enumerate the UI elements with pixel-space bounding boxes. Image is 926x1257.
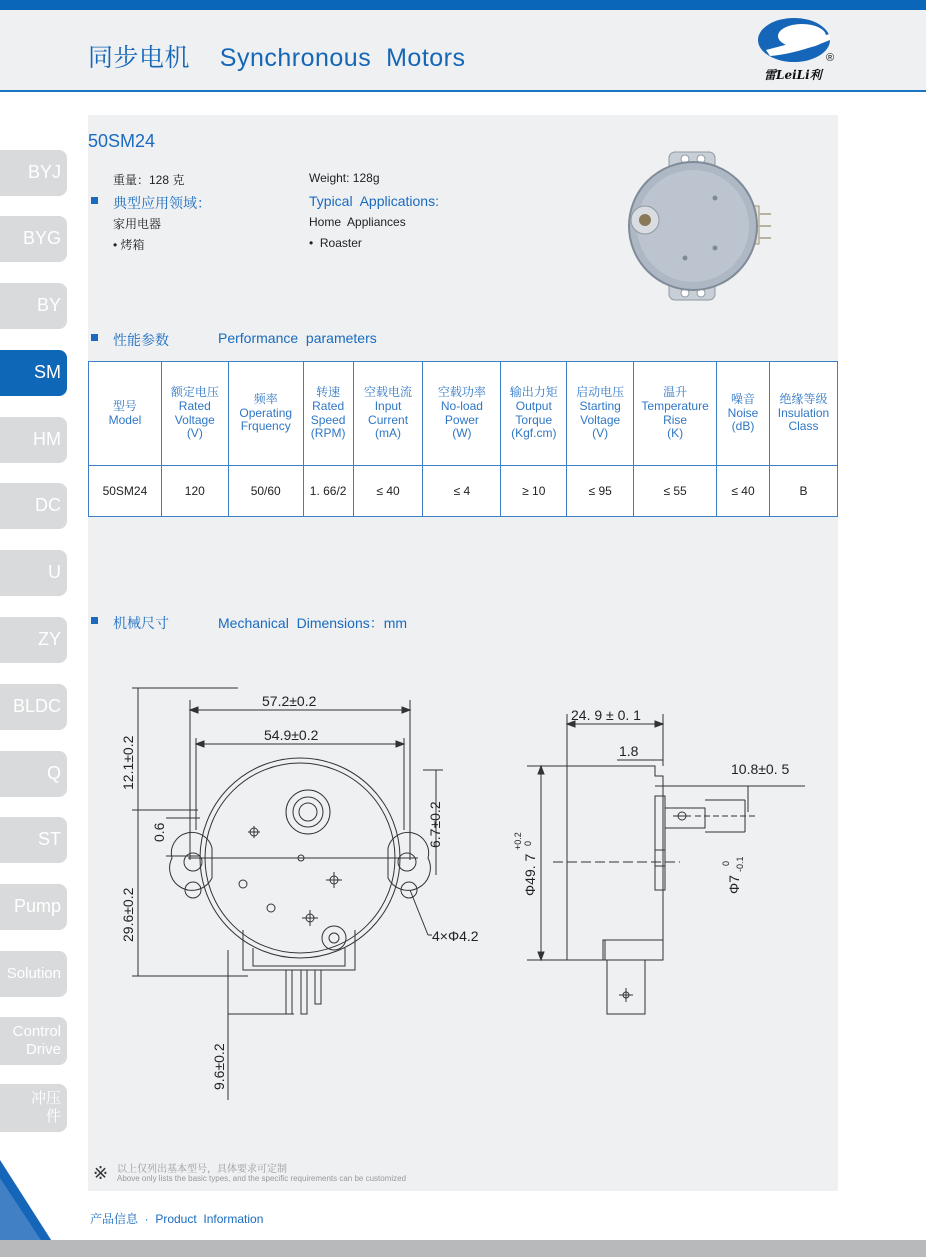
front-view-drawing	[88, 680, 488, 1120]
page-title: 同步电机 Synchronous Motors	[88, 44, 466, 72]
col-rated-speed: 转速 Rated Speed (RPM)	[303, 362, 353, 466]
table-header-row	[89, 362, 838, 466]
col-frequency: 频率 Operating Frquency	[228, 362, 303, 466]
sidebar-item-by[interactable]: BY	[0, 283, 67, 329]
dim-diameter-tol-lower: 0	[523, 840, 533, 846]
dim-shaft-length: 10.8±0. 5	[731, 761, 790, 777]
dim-terminal: 9.6±0.2	[211, 1043, 227, 1090]
mechanical-label-en: Mechanical Dimensions：mm	[218, 615, 408, 631]
performance-label-en: Performance parameters	[218, 330, 377, 346]
dim-top-height: 12.1±0.2	[120, 735, 136, 790]
dim-diameter: Φ49. 7	[522, 853, 538, 896]
sidebar-item-dc[interactable]: DC	[0, 483, 67, 529]
dim-offset: 0.6	[151, 822, 167, 842]
sidebar-item-sm[interactable]: SM	[0, 350, 67, 396]
application-item-en: • Roaster	[309, 236, 362, 250]
dim-holes: 4×Φ4.2	[432, 928, 479, 944]
sidebar-item-hm[interactable]: HM	[0, 417, 67, 463]
category-cn: 家用电器	[113, 217, 162, 231]
dim-depth: 24. 9 ± 0. 1	[571, 707, 641, 723]
sidebar-item-stamping[interactable]: 冲压 件	[0, 1084, 67, 1132]
weight-en: Weight: 128g	[309, 171, 380, 185]
note-en: Above only lists the basic types, and the specific requirements can be customized	[117, 1174, 407, 1183]
cell-rated-voltage: 120	[161, 466, 228, 517]
dim-diameter-tol-upper: +0.2	[513, 832, 523, 850]
sidebar-item-q[interactable]: Q	[0, 751, 67, 797]
performance-table	[88, 361, 838, 517]
registered-mark: ®	[826, 52, 835, 64]
logo-caption: 雷LeiLi利	[764, 68, 822, 82]
cell-noise: ≤ 40	[717, 466, 770, 517]
cell-starting-voltage: ≤ 95	[567, 466, 634, 517]
cell-noload-power: ≤ 4	[423, 466, 501, 517]
col-model: 型号 Model	[89, 362, 162, 466]
weight-cn: 重量：128 克	[113, 173, 185, 187]
sidebar-item-pump[interactable]: Pump	[0, 884, 67, 930]
sidebar-item-byj[interactable]: BYJ	[0, 150, 67, 196]
note-cn: 以上仅列出基本型号，具体要求可定制	[117, 1164, 287, 1175]
sidebar-item-control-drive[interactable]: Control Drive	[0, 1017, 67, 1065]
model-title: 50SM24	[88, 131, 156, 151]
col-output-torque: 输出力矩 Output Torque (Kgf.cm)	[501, 362, 567, 466]
dim-shaft-tol-lower: -0.1	[735, 856, 745, 872]
cell-model: 50SM24	[89, 466, 162, 517]
performance-label-cn: 性能参数	[113, 332, 169, 348]
bullet-square-icon	[91, 617, 98, 624]
cell-insulation-class: B	[769, 466, 837, 517]
col-noload-power: 空载功率 No-load Power (W)	[423, 362, 501, 466]
top-accent-strip	[0, 0, 926, 10]
dim-flange: 1.8	[619, 743, 639, 759]
dim-width-outer: 57.2±0.2	[262, 693, 317, 709]
col-temperature-rise: 温升 Temperature Rise (K)	[634, 362, 717, 466]
bullet-square-icon	[91, 197, 98, 204]
col-input-current: 空载电流 Input Current (mA)	[353, 362, 423, 466]
applications-heading-cn: 典型应用领域：	[113, 195, 211, 211]
col-rated-voltage: 额定电压 Rated Voltage (V)	[161, 362, 228, 466]
cell-temperature-rise: ≤ 55	[634, 466, 717, 517]
category-en: Home Appliances	[309, 215, 406, 229]
sidebar-item-byg[interactable]: BYG	[0, 216, 67, 262]
cell-output-torque: ≥ 10	[501, 466, 567, 517]
cell-frequency: 50/60	[228, 466, 303, 517]
col-starting-voltage: 启动电压 Starting Voltage (V)	[567, 362, 634, 466]
cell-input-current: ≤ 40	[353, 466, 423, 517]
cell-rated-speed: 1. 66/2	[303, 466, 353, 517]
footer-product-information[interactable]: 产品信息 · Product Information	[90, 1212, 264, 1226]
sidebar-item-st[interactable]: ST	[0, 817, 67, 863]
col-noise: 噪音 Noise (dB)	[717, 362, 770, 466]
dim-lower-height: 29.6±0.2	[120, 887, 136, 942]
note-mark: ※	[93, 1163, 109, 1183]
col-insulation-class: 绝缘等级 Insulation Class	[769, 362, 837, 466]
application-item-cn: • 烤箱	[113, 238, 145, 252]
dim-shaft-diameter: Φ7	[726, 875, 742, 894]
dim-width-inner: 54.9±0.2	[264, 727, 319, 743]
bullet-square-icon	[91, 334, 98, 341]
side-view-drawing	[505, 700, 825, 1030]
dim-shaft-tol-upper: 0	[721, 860, 731, 866]
table-row	[89, 466, 838, 517]
mechanical-label-cn: 机械尺寸	[113, 615, 169, 631]
bottom-strip	[0, 1240, 926, 1257]
sidebar-item-u[interactable]: U	[0, 550, 67, 596]
sidebar-item-zy[interactable]: ZY	[0, 617, 67, 663]
motor-photo	[615, 148, 775, 304]
sidebar-item-solution[interactable]: Solution	[0, 951, 67, 997]
sidebar-item-bldc[interactable]: BLDC	[0, 684, 67, 730]
dim-ear-height: 6.7±0.2	[427, 801, 443, 848]
applications-heading-en: Typical Applications:	[309, 193, 439, 209]
